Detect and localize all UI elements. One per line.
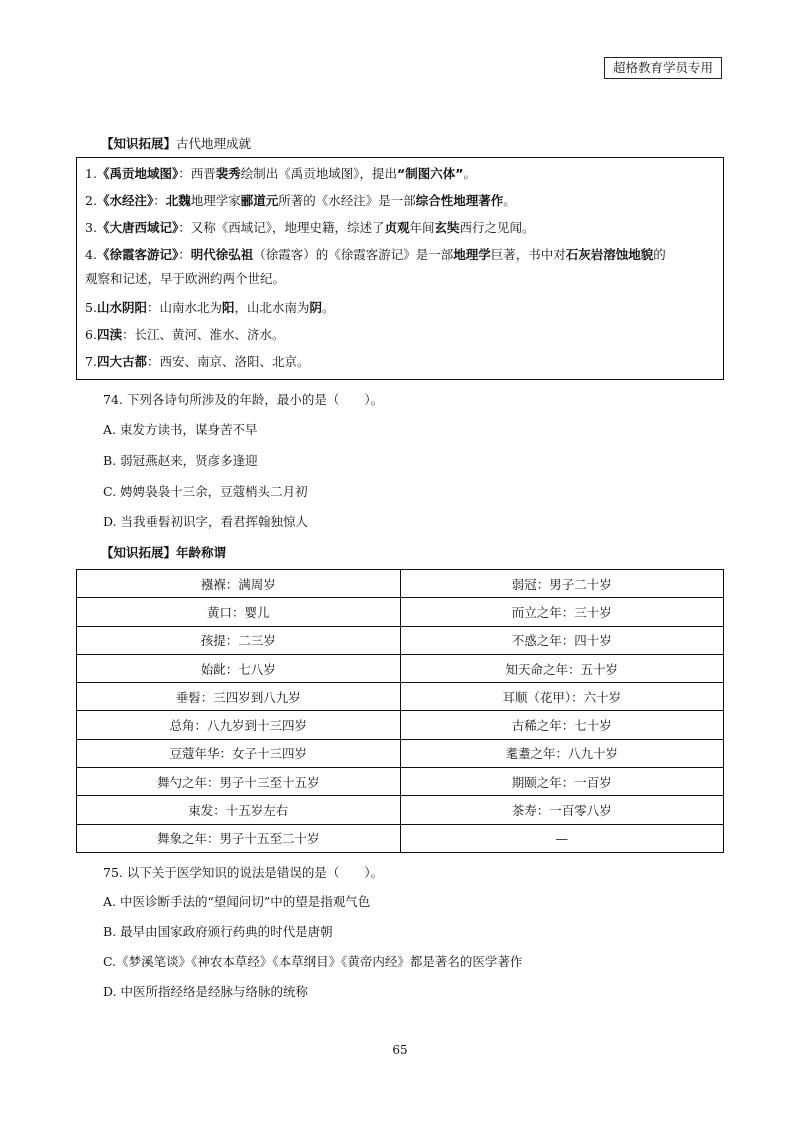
table-row — [77, 768, 724, 796]
geo-item-text: ：山南水北为 — [146, 300, 222, 315]
geo-item-bold: 阳 — [221, 300, 235, 315]
table-cell: 弱冠：男子二十岁 — [400, 570, 724, 598]
geo-item-text: 年间 — [409, 220, 435, 235]
geo-item-text: （徐霞客）的《徐霞客游记》是一部 — [253, 247, 454, 262]
geo-item-text: 。 — [463, 166, 476, 181]
geo-item-text: 所著的《水经注》是一部 — [278, 193, 416, 208]
q75-option-b[interactable]: B. 最早由国家政府颁行药典的时代是唐朝 — [103, 924, 333, 939]
table-cell: 耳顺（花甲）：六十岁 — [400, 683, 724, 711]
table-cell: 期颐之年：一百岁 — [400, 768, 724, 796]
geo-item-bold: 玄奘 — [434, 220, 460, 235]
q75-stem: 75. 以下关于医学知识的说法是错误的是（ ）。 — [103, 865, 384, 880]
geo-item-num: 7. — [85, 354, 97, 369]
table-cell: 黄口：婴儿 — [77, 598, 401, 626]
geo-item-text: 。 — [503, 193, 516, 208]
geo-item-text: 地理学家 — [190, 193, 241, 208]
q74-option-a[interactable]: A. 束发方读书，谋身苦不早 — [103, 422, 258, 437]
geo-item-5 — [85, 295, 715, 321]
geo-item-num: 1. — [85, 166, 97, 181]
q75-option-d[interactable]: D. 中医所指经络是经脉与络脉的统称 — [103, 984, 309, 999]
table-cell: 舞象之年：男子十五至二十岁 — [77, 824, 401, 852]
geo-item-1 — [85, 161, 715, 187]
geo-item-bold: 《水经注》 — [96, 193, 154, 208]
page-number: 65 — [392, 1043, 408, 1057]
geo-item-bold: 地理学 — [453, 247, 491, 262]
geo-knowledge-box — [76, 157, 724, 380]
q74-option-b[interactable]: B. 弱冠燕赵来，贤彦多逢迎 — [103, 453, 258, 468]
geo-item-bold: 山水阴阳 — [96, 300, 147, 315]
geo-item-2 — [85, 188, 715, 214]
table-row — [77, 598, 724, 626]
geo-section-heading — [101, 134, 251, 152]
table-row — [77, 683, 724, 711]
geo-item-num: 5. — [85, 300, 97, 315]
table-cell: 知天命之年：五十岁 — [400, 654, 724, 682]
geo-item-4 — [85, 242, 715, 268]
table-cell: 而立之年：三十岁 — [400, 598, 724, 626]
geo-item-num: 6. — [85, 327, 97, 342]
geo-item-text: 巨著，书中对 — [490, 247, 566, 262]
geo-item-text: 的 — [653, 247, 666, 262]
geo-item-bold: 《禹贡地域图》 — [96, 166, 179, 181]
geo-item-6 — [85, 322, 715, 348]
q75-option-a[interactable]: A. 中医诊断手法的“望闻问切”中的望是指观气色 — [103, 894, 371, 909]
geo-item-bold: 《大唐西域记》 — [96, 220, 179, 235]
table-row — [77, 654, 724, 682]
geo-item-num: 3. — [85, 220, 97, 235]
geo-item-bold: 郦道元 — [240, 193, 279, 208]
age-section-title: 年龄称谓 — [176, 545, 227, 560]
geo-item-text: ：西安、南京、洛阳、北京。 — [146, 354, 310, 369]
geo-item-text: 绘制出《禹贡地域图》，提出 — [240, 166, 397, 181]
table-row — [77, 739, 724, 767]
table-cell: 总角：八九岁到十三四岁 — [77, 711, 401, 739]
header-tag: 超格教育学员专用 — [604, 57, 722, 79]
age-terms-table — [76, 569, 724, 853]
table-cell: 襁褓：满周岁 — [77, 570, 401, 598]
geo-item-text: 。 — [322, 300, 335, 315]
table-cell: — — [400, 824, 724, 852]
geo-item-7 — [85, 349, 715, 375]
table-cell: 耄耋之年：八九十岁 — [400, 739, 724, 767]
geo-section-title: 古代地理成就 — [176, 136, 252, 151]
geo-item-bold: 贞观 — [384, 220, 410, 235]
geo-item-3 — [85, 215, 715, 241]
geo-item-bold: 北魏 — [165, 193, 191, 208]
geo-item-bold: 《徐霞客游记》 — [96, 247, 179, 262]
geo-item-bold: 四大古都 — [96, 354, 147, 369]
geo-item-text: ：又称《西域记》，地理史籍，综述了 — [178, 220, 385, 235]
geo-item-text: ： — [178, 247, 191, 262]
geo-item-4-continued: 观察和记述，早于欧洲约两个世纪。 — [85, 271, 286, 286]
geo-item-bold: 阴 — [309, 300, 323, 315]
table-cell: 茶寿：一百零八岁 — [400, 796, 724, 824]
q75-option-c[interactable]: C.《梦溪笔谈》《神农本草经》《本草纲目》《黄帝内经》都是著名的医学著作 — [103, 954, 523, 969]
table-cell: 孩提：二三岁 — [77, 626, 401, 654]
table-cell: 古稀之年：七十岁 — [400, 711, 724, 739]
q74-stem: 74. 下列各诗句所涉及的年龄，最小的是（ ）。 — [103, 392, 384, 407]
table-cell: 垂髫：三四岁到八九岁 — [77, 683, 401, 711]
geo-item-bold: 综合性地理著作 — [415, 193, 504, 208]
geo-item-bold: 四渎 — [96, 327, 122, 342]
geo-item-bold: “制图六体” — [397, 166, 464, 181]
geo-item-num: 4. — [85, 247, 97, 262]
table-row — [77, 711, 724, 739]
table-cell: 豆蔻年华：女子十三四岁 — [77, 739, 401, 767]
table-row — [77, 796, 724, 824]
table-cell: 不惑之年：四十岁 — [400, 626, 724, 654]
age-section-bracket: 【知识拓展】 — [101, 545, 177, 560]
geo-item-bold: 明代徐弘祖 — [190, 247, 254, 262]
table-cell: 束发：十五岁左右 — [77, 796, 401, 824]
q74-option-d[interactable]: D. 当我垂髫初识字，看君挥翰独惊人 — [103, 514, 309, 529]
table-row — [77, 824, 724, 852]
geo-item-text: 西行之见闻。 — [459, 220, 535, 235]
age-section-heading — [101, 543, 226, 561]
q74-option-c[interactable]: C. 娉娉袅袅十三余，豆蔻梢头二月初 — [103, 484, 308, 499]
geo-item-text: ：长江、黄河、淮水、济水。 — [121, 327, 285, 342]
geo-item-text: ：西晋 — [178, 166, 216, 181]
geo-item-bold: 裴秀 — [215, 166, 241, 181]
geo-item-text: ： — [153, 193, 166, 208]
geo-item-text: ，山北水南为 — [234, 300, 310, 315]
geo-section-bracket: 【知识拓展】 — [101, 136, 177, 151]
geo-item-num: 2. — [85, 193, 97, 208]
table-cell: 始龀：七八岁 — [77, 654, 401, 682]
table-cell: 舞勺之年：男子十三至十五岁 — [77, 768, 401, 796]
table-row — [77, 570, 724, 598]
geo-item-bold: 石灰岩溶蚀地貌 — [565, 247, 654, 262]
table-row — [77, 626, 724, 654]
